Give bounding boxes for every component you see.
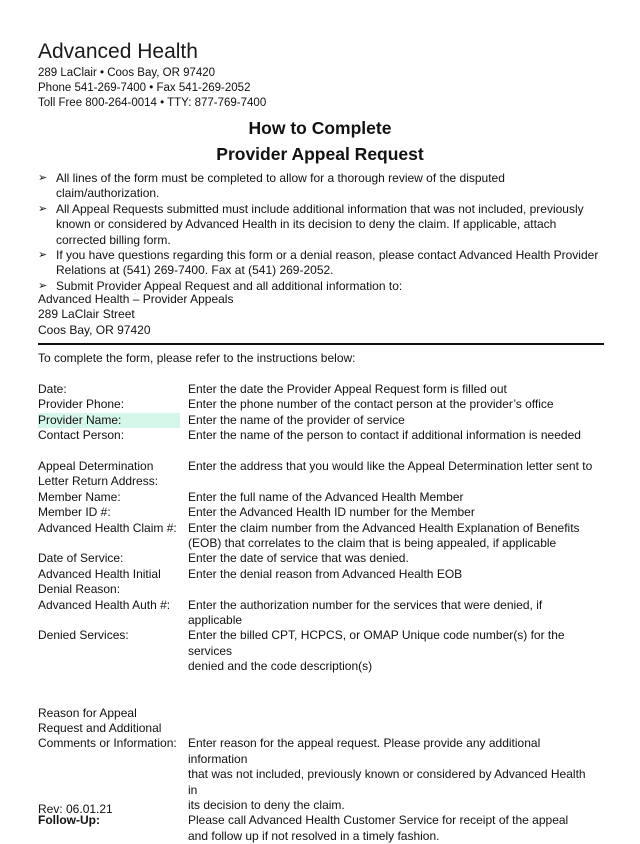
list-item-text: All Appeal Requests submitted must include additional information that was not included, previously known or considered by Advanced Health in its decision to deny the claim. If applicable, attach corrected billing form. [56, 201, 584, 247]
instruction-row-denied-services [38, 628, 604, 674]
instruction-row-provider-name [38, 413, 604, 428]
instruction-row-provider-phone [38, 397, 604, 412]
field-description: Enter the claim number from the Advanced Health Explanation of Benefits (EOB) that correlates to the claim that is being appealed, if applicable [188, 520, 580, 551]
arrow-bullet-icon: ➢ [38, 202, 48, 215]
org-tollfree: Toll Free 800-264-0014 • TTY: 877-769-7400 [38, 97, 267, 109]
instruction-row-claim-number [38, 521, 604, 552]
instruction-row-initial-denial [38, 567, 604, 598]
mailing-address [38, 292, 233, 338]
field-description: Enter the billed CPT, HCPCS, or OMAP Unique code number(s) for the services denied and the code description(s) [188, 628, 565, 674]
instruction-row-reason [38, 706, 604, 814]
instruction-row-appeal-address [38, 459, 604, 490]
org-phone-fax: Phone 541-269-7400 • Fax 541-269-2052 [38, 82, 251, 94]
field-description: Enter the date the Provider Appeal Request form is filled out [188, 382, 507, 396]
field-description: Enter the date of service that was denied. [188, 551, 409, 566]
instruction-row-follow-up [38, 813, 604, 844]
guidelines-list [38, 171, 608, 294]
page-title-line2: Provider Appeal Request [216, 144, 424, 164]
field-label: Advanced Health Initial Denial Reason: [38, 566, 161, 597]
field-label: Advanced Health Claim #: [38, 520, 177, 535]
list-item-text: Submit Provider Appeal Request and all additional information to: [56, 278, 403, 293]
mailing-line: Coos Bay, OR 97420 [38, 322, 151, 337]
instruction-row-contact-person [38, 428, 604, 443]
arrow-bullet-icon: ➢ [38, 279, 48, 292]
field-description: Enter the full name of the Advanced Health Member [188, 489, 464, 504]
instructions-table [38, 382, 604, 844]
field-description: Enter the name of the person to contact if additional information is needed [188, 428, 581, 443]
field-label: Provider Phone: [38, 397, 125, 412]
field-description: Please call Advanced Health Customer Service for receipt of the appeal and follow up if not resolved in a timely fashion. [188, 813, 569, 843]
list-item [38, 202, 608, 248]
mailing-line: Advanced Health – Provider Appeals [38, 292, 234, 306]
org-address: 289 LaClair • Coos Bay, OR 97420 [38, 67, 216, 79]
field-description: Enter the name of the provider of service [188, 412, 405, 427]
revision-label: Rev: 06.01.21 [38, 802, 113, 816]
field-description: Enter the denial reason from Advanced Health EOB [188, 566, 463, 581]
instruction-row-date [38, 382, 604, 397]
field-label: Appeal Determination Letter Return Address: [38, 459, 159, 489]
field-description: Enter the Advanced Health ID number for the Member [188, 505, 475, 520]
org-name: Advanced Health [38, 40, 198, 63]
field-label: Denied Services: [38, 628, 129, 643]
arrow-bullet-icon: ➢ [38, 249, 48, 262]
field-label: Date: [38, 382, 67, 396]
list-item-text: All lines of the form must be completed to allow for a thorough review of the disputed claim/authorization. [56, 171, 505, 201]
arrow-bullet-icon: ➢ [38, 172, 48, 184]
section-divider [38, 343, 604, 345]
instruction-row-member-id [38, 505, 604, 520]
field-label: Advanced Health Auth #: [38, 597, 171, 612]
page-title-line1: How to Complete [248, 118, 392, 138]
field-label-highlighted: Provider Name: [38, 413, 180, 428]
field-label: Contact Person: [38, 428, 125, 443]
list-item [38, 171, 608, 202]
instruction-row-date-of-service [38, 551, 604, 566]
instruction-row-member-name [38, 490, 604, 505]
field-label: Member Name: [38, 489, 121, 504]
list-item-text: If you have questions regarding this form or a denial reason, please contact Advanced Health Provider Relations at (541) 269-7400. Fax at (541) 269-2052. [56, 248, 599, 278]
field-label: Member ID #: [38, 505, 111, 520]
field-description: Enter the address that you would like the Appeal Determination letter sent to [188, 459, 593, 474]
mailing-line: 289 LaClair Street [38, 307, 135, 322]
instructions-intro: To complete the form, please refer to the instructions below: [38, 351, 356, 365]
field-label: Follow-Up: [38, 813, 100, 828]
field-description: Enter the phone number of the contact person at the provider’s office [188, 397, 554, 412]
field-label: Reason for Appeal Request and Additional Comments or Information: [38, 705, 177, 751]
list-item [38, 248, 608, 279]
instruction-row-auth-number [38, 598, 604, 629]
field-label: Date of Service: [38, 551, 124, 566]
field-description: Enter reason for the appeal request. Please provide any additional information that was not included, previously known or considered by Advanced Health in its decision to deny the claim. [188, 736, 586, 812]
field-description: Enter the authorization number for the services that were denied, if applicable [188, 597, 543, 628]
